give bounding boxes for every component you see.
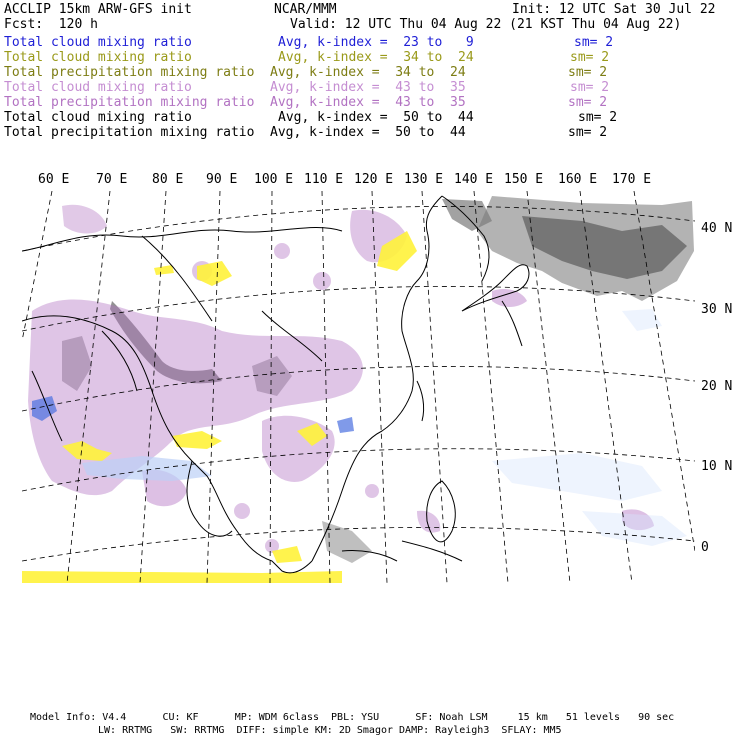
lat-label: 40 N xyxy=(701,221,733,236)
legend-sm: sm= 2 xyxy=(578,110,618,125)
lon-label: 80 E xyxy=(152,172,184,187)
legend-sm: sm= 2 xyxy=(568,125,608,140)
legend-field: Total cloud mixing ratio xyxy=(4,110,192,125)
lat-label: 30 N xyxy=(701,302,733,317)
legend-avg: Avg, k-index = 23 to 9 xyxy=(278,35,474,50)
valid-time: Valid: 12 UTC Thu 04 Aug 22 (21 KST Thu 04 Aug 22) xyxy=(290,17,682,32)
legend-field: Total precipitation mixing ratio xyxy=(4,95,255,110)
model-info-line2: LW: RRTMG SW: RRTMG DIFF: simple KM: 2D Smagor DAMP: Rayleigh3 SFLAY: MM5 xyxy=(98,725,562,736)
lon-label: 120 E xyxy=(354,172,394,187)
legend-field: Total precipitation mixing ratio xyxy=(4,125,255,140)
lon-label: 70 E xyxy=(96,172,128,187)
legend-avg: Avg, k-index = 50 to 44 xyxy=(270,125,466,140)
forecast-hour: Fcst: 120 h xyxy=(4,17,98,32)
lat-label: 0 xyxy=(701,540,709,555)
lon-label: 170 E xyxy=(612,172,652,187)
legend-field: Total precipitation mixing ratio xyxy=(4,65,255,80)
legend-sm: sm= 2 xyxy=(570,50,610,65)
lat-label: 20 N xyxy=(701,379,733,394)
lon-label: 140 E xyxy=(454,172,494,187)
legend-sm: sm= 2 xyxy=(570,80,610,95)
legend-sm: sm= 2 xyxy=(574,35,614,50)
legend-field: Total cloud mixing ratio xyxy=(4,50,192,65)
legend-sm: sm= 2 xyxy=(568,95,608,110)
forecast-map xyxy=(22,191,695,583)
legend-avg: Avg, k-index = 43 to 35 xyxy=(270,80,466,95)
legend-avg: Avg, k-index = 50 to 44 xyxy=(278,110,474,125)
lon-label: 100 E xyxy=(254,172,294,187)
model-info-line1: Model Info: V4.4 CU: KF MP: WDM 6class PBL: YSU SF: Noah LSM 15 km 51 levels 90 sec xyxy=(30,712,675,723)
lon-label: 90 E xyxy=(206,172,238,187)
lon-label: 60 E xyxy=(38,172,70,187)
lon-label: 160 E xyxy=(558,172,598,187)
legend-avg: Avg, k-index = 34 to 24 xyxy=(278,50,474,65)
init-time: Init: 12 UTC Sat 30 Jul 22 xyxy=(512,2,716,17)
lon-label: 130 E xyxy=(404,172,444,187)
legend-field: Total cloud mixing ratio xyxy=(4,80,192,95)
model-title: ACCLIP 15km ARW-GFS init xyxy=(4,2,192,17)
legend-field: Total cloud mixing ratio xyxy=(4,35,192,50)
org-label: NCAR/MMM xyxy=(274,2,337,17)
legend-sm: sm= 2 xyxy=(568,65,608,80)
legend-avg: Avg, k-index = 34 to 24 xyxy=(270,65,466,80)
lon-label: 150 E xyxy=(504,172,544,187)
lat-label: 10 N xyxy=(701,459,733,474)
lon-label: 110 E xyxy=(304,172,344,187)
legend-avg: Avg, k-index = 43 to 35 xyxy=(270,95,466,110)
